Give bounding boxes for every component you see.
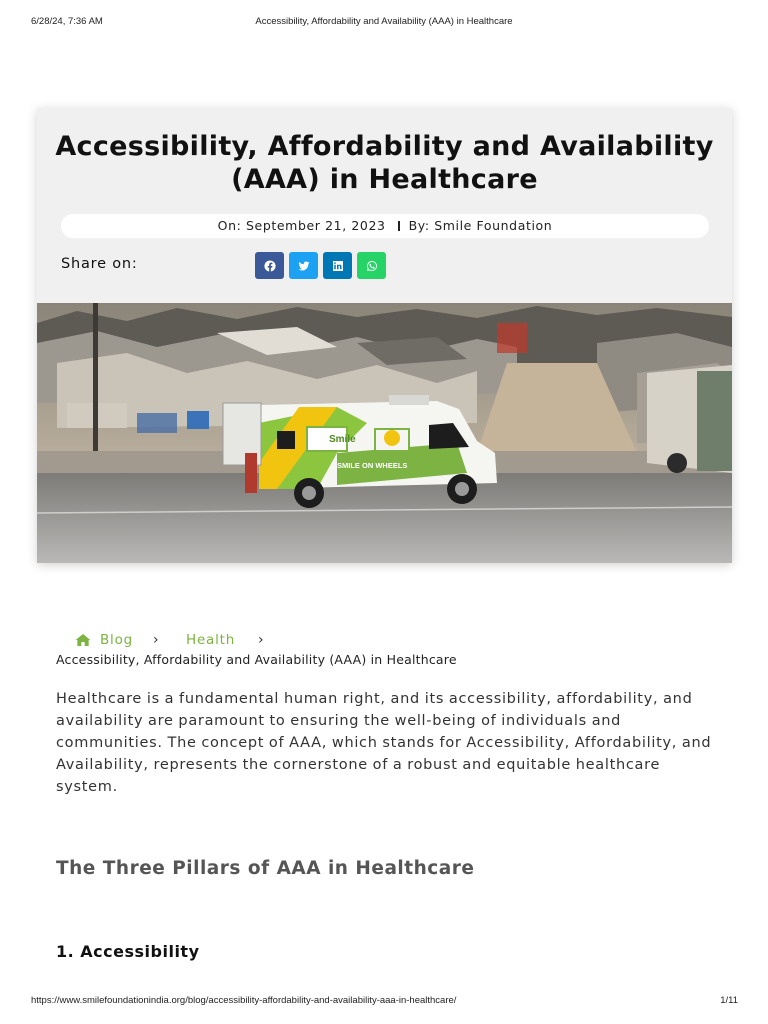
van-logo-text: Smile xyxy=(329,434,356,445)
print-document-title: Accessibility, Affordability and Availability (AAA) in Healthcare xyxy=(255,16,513,27)
chevron-right-icon: › xyxy=(153,632,159,648)
breadcrumb-health-link[interactable]: Health xyxy=(186,632,236,648)
linkedin-icon xyxy=(332,260,344,272)
van-side-text: SMILE ON WHEELS xyxy=(337,461,408,470)
meta-separator xyxy=(398,221,400,231)
home-icon[interactable] xyxy=(75,633,91,647)
share-whatsapp-button[interactable] xyxy=(357,252,386,279)
breadcrumb-current-page: Accessibility, Affordability and Availability (AAA) in Healthcare xyxy=(56,652,457,667)
breadcrumb-blog-link[interactable]: Blog xyxy=(100,632,134,648)
intro-paragraph: Healthcare is a fundamental human right, and its accessibility, affordability, and availability are paramount to ensuring the well-being of individuals and communities. The concept of AAA, which stands for Accessibility, Affordability, and Availability, represents the cornerstone of a robust and equitable healthcare system. xyxy=(56,691,712,795)
print-header xyxy=(0,16,768,30)
publish-date: On: September 21, 2023 xyxy=(217,218,386,233)
truck xyxy=(647,365,732,473)
twitter-icon xyxy=(298,260,310,272)
chevron-right-icon: › xyxy=(258,632,264,648)
article-title-line-1: Accessibility, Affordability and Availability xyxy=(55,131,714,162)
section-heading: The Three Pillars of AAA in Healthcare xyxy=(56,858,475,879)
article-header-card xyxy=(37,108,732,563)
article-title-line-2: (AAA) in Healthcare xyxy=(231,164,538,195)
share-linkedin-button[interactable] xyxy=(323,252,352,279)
print-footer xyxy=(0,995,768,1009)
whatsapp-icon xyxy=(366,260,378,272)
hero-image xyxy=(37,303,732,563)
article-title xyxy=(37,130,732,196)
author-link[interactable]: By: Smile Foundation xyxy=(408,218,553,233)
hero-photo-illustration xyxy=(37,303,732,563)
sub-heading-accessibility: 1. Accessibility xyxy=(56,942,200,961)
share-facebook-button[interactable] xyxy=(255,252,284,279)
print-datetime: 6/28/24, 7:36 AM xyxy=(31,16,103,27)
print-url: https://www.smilefoundationindia.org/blog/accessibility-affordability-and-availability-aaa-in-healthcare/ xyxy=(31,995,457,1006)
article-meta xyxy=(61,214,709,238)
share-label: Share on: xyxy=(61,256,138,272)
share-twitter-button[interactable] xyxy=(289,252,318,279)
facebook-icon xyxy=(264,260,276,272)
print-page-number: 1/11 xyxy=(720,995,738,1006)
